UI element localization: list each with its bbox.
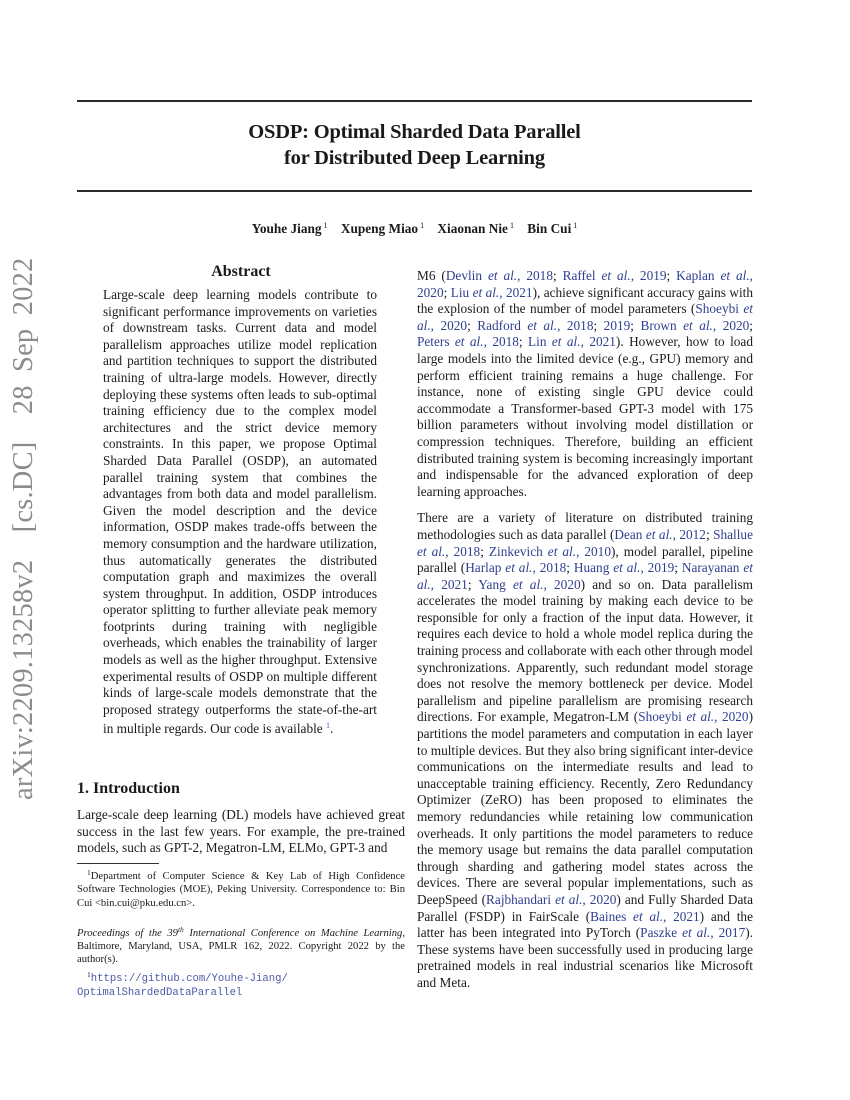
citation-link[interactable]: Dean et al., 2012 (614, 526, 706, 542)
title-line-1: OSDP: Optimal Sharded Data Parallel (248, 121, 581, 143)
citation-link[interactable]: Harlap et al., 2018 (465, 560, 567, 576)
introduction-paragraph-2: There are a variety of literature on distributed training methodologies such as data parallel (Dean et al., 2012; Shallue et al., 2018; Zinkevich et al., 2010), model parallel, pipeline parallel (Harlap et al., 2018; Huang et al., 2019; Narayanan et al., 2021; Yang et al., 2020) and so on. Data parallelism accelerates the model training by making each device to be responsible for only a fraction of the input data. However, it requires each device to hold a whole model replica during the training process and collaborate with each other through model synchronizations. Apparently, such redundant model storage does not resolve the memory bottleneck per device. Model parallelism and pipeline parallelism are promising research directions. For example, Megatron-LM (Shoeybi et al., 2020) partitions the model parameters and computation in each layer to multiple devices. But they also bring significant inter-device communications on the intermediate results and lead to unacceptable training efficiency. Recently, Zero Redundancy Optimizer (ZeRO) has been proposed to eliminates the memory redundancies while retaining low communication overheads. It only partitions the model parameters to reduce the memory usage but remains the data parallel computation through sharding and gathering model states across the devices. There are several popular implementations, such as DeepSpeed (Rajbhandari et al., 2020) and Fully Sharded Data Parallel (FSDP) in FairScale (Baines et al., 2021) and the latter has been integrated into PyTorch (Paszke et al., 2017). These systems have been successfully used in producing large pretrained models in real industrial scenarios like Microsoft and Meta. (417, 510, 754, 990)
citation-link[interactable]: Kaplan et al., 2020 (417, 268, 753, 300)
footnotes (77, 866, 405, 1000)
introduction-paragraph-1: M6 (Devlin et al., 2018; Raffel et al., 2019; Kaplan et al., 2020; Liu et al., 2021), achieve significant accuracy gains with the explosion of the number of model parameters (Shoeybi et al., 2020; Radford et al., 2018; 2019; Brown et al., 2020; Peters et al., 2018; Lin et al., 2021). However, how to load large models into the limited device (e.g., GPU) memory and perform efficient training remains a huge challenge. For instance, none of existing single GPU device could accommodate a Transformer-based GPT-3 model with 175 billion parameters without involving model distillation or compression techniques. Therefore, building an efficient distributed training system is becoming increasingly important and indispensable for the advanced exploration of deep learning approaches. (417, 268, 754, 499)
abstract-text: Large-scale deep learning models contribute to significant performance improvements on varieties of downstream tasks. Current data and model parallelism approaches utilize model replication and partition techniques to support the distributed training of ultra-large models. However, directly deploying these systems often leads to sub-optimal training efficiency due to the complex model architectures and the strict device memory constraints. In this paper, we propose Optimal Sharded Data Parallel (OSDP), an automated parallel training system that combines the advantages from both data and model parallelism. Given the model description and the device information, OSDP makes trade-offs between the memory consumption and the hardware utilization, thus automatically generates the distributed computation graph and maximizes the overall system throughput. In addition, OSDP introduces operator splitting to further alleviate peak memory footprints during training with negligible overheads, which enables the trainability of larger models as well as the higher throughput. Extensive experimental results of OSDP on multiple different kinds of large-scale models demonstrate that the proposed strategy outperforms the state-of-the-art in multiple regards. Our code is available $^1$. (103, 287, 377, 737)
citation-link[interactable]: Huang et al., 2019 (573, 560, 675, 576)
arxiv-stamp (8, 257, 40, 800)
affiliation-mark: 1 (509, 221, 514, 230)
author: Xiaonan Nie $^1$ (437, 221, 514, 236)
citation-link[interactable]: Narayanan et al., 2021 (417, 560, 753, 592)
citation-link[interactable]: Paszke et al., 2017 (640, 925, 746, 941)
right-column (417, 268, 753, 992)
citation-link[interactable]: Baines et al., 2021 (590, 908, 700, 924)
affiliation-mark: 1 (323, 221, 328, 230)
citation-link[interactable]: Rajbhandari et al., 2020 (486, 891, 617, 907)
footnote-link[interactable]: 1 (326, 721, 331, 731)
citation-link[interactable]: Shallue et al., 2018 (417, 526, 753, 559)
author: Xupeng Miao $^1$ (340, 221, 425, 236)
affiliation-footnote: $^1$Department of Computer Science & Key Lab of High Confidence Software Technologies (MOE), Peking University. Correspondence to: Bin Cui <bin.cui@pku.edu.cn>. (77, 868, 405, 909)
arxiv-category: [cs.DC] (8, 441, 39, 533)
arxiv-date: 28 Sep 2022 (8, 257, 39, 415)
title-line-2: for Distributed Deep Learning (284, 147, 545, 169)
left-column (77, 262, 405, 1000)
title-bottom-rule (77, 190, 752, 192)
affiliation-mark: 1 (573, 221, 578, 230)
citation-link[interactable]: Peters et al., 2018 (417, 334, 519, 350)
citation-link[interactable]: 2019 (603, 317, 631, 333)
abstract-heading: Abstract (211, 263, 271, 280)
introduction-text: Large-scale deep learning (DL) models have achieved great success in the last few years. For example, the pre-trained models, such as GPT-2, Megatron-LM, ELMo, GPT-3 and (77, 807, 405, 856)
author-list (77, 221, 752, 237)
code-footnote: $^1$https://github.com/Youhe-Jiang/ OptimalShardedDataParallel (77, 969, 288, 1000)
proceedings-note: Proceedings of the 39th International Conference on Machine Learning, Baltimore, Maryland, USA, PMLR 162, 2022. Copyright 2022 by the author(s). (77, 924, 405, 966)
author: Bin Cui $^1$ (527, 221, 578, 236)
citation-link[interactable]: Shoeybi et al., 2020 (417, 301, 753, 333)
citation-link[interactable]: Lin et al., 2021 (528, 334, 616, 350)
paper-title (77, 119, 752, 171)
affiliation-mark: 1 (420, 221, 425, 230)
author: Youhe Jiang $^1$ (251, 221, 328, 236)
citation-link[interactable]: Radford et al., 2018 (477, 317, 594, 333)
citation-link[interactable]: Brown et al., 2020 (640, 317, 750, 333)
arxiv-id: arXiv:2209.13258v2 (8, 559, 39, 800)
citation-link[interactable]: Shoeybi et al., 2020 (638, 709, 749, 725)
citation-link[interactable]: Zinkevich et al., 2010 (488, 543, 611, 559)
section-heading-introduction: 1. Introduction (77, 780, 180, 797)
footnote-rule (77, 863, 159, 864)
title-top-rule (77, 100, 752, 102)
code-url-link[interactable]: https://github.com/Youhe-Jiang/ OptimalShardedDataParallel (77, 972, 288, 1000)
citation-link[interactable]: Devlin et al., 2018 (445, 268, 553, 283)
citation-link[interactable]: Yang et al., 2020 (478, 576, 581, 592)
citation-link[interactable]: Liu et al., 2021 (450, 284, 533, 300)
citation-link[interactable]: Raffel et al., 2019 (562, 268, 667, 283)
